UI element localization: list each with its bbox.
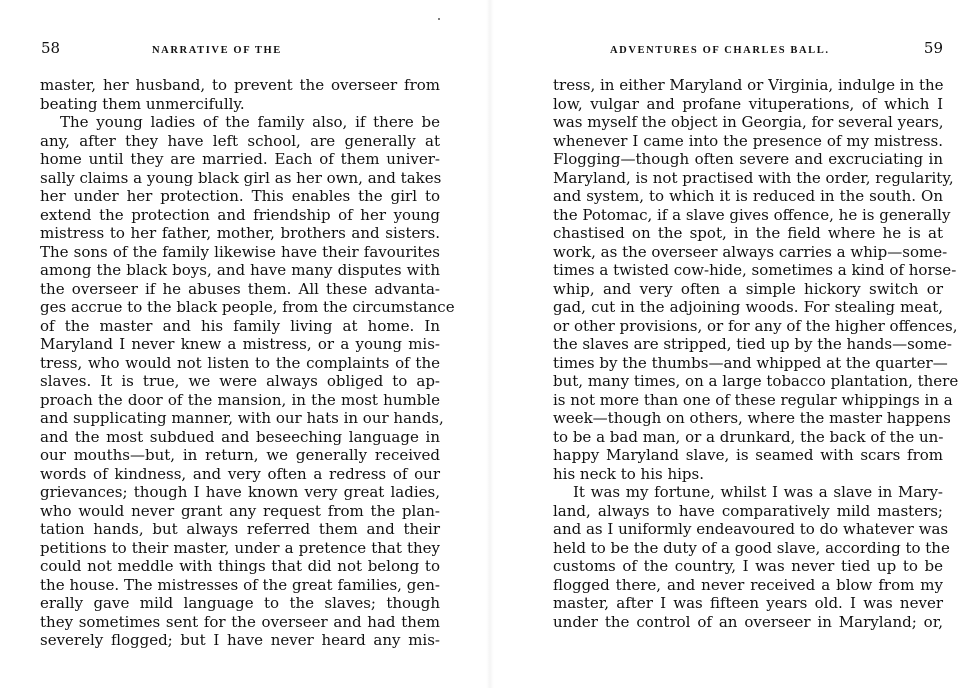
text-line: flogged there, and never received a blow from my: [553, 575, 943, 594]
text-line: home until they are married. Each of them univer-: [40, 150, 440, 168]
text-line: of the master and his family living at home. In: [40, 316, 440, 335]
left-page: [40, 0, 455, 688]
text-line: week—though on others, where the master happens: [553, 409, 951, 427]
text-line: Flogging—though often severe and excruciating in: [553, 150, 943, 168]
text-line: and system, to which it is reduced in the south. On: [553, 187, 943, 205]
text-line: under the control of an overseer in Maryland; or,: [553, 612, 943, 631]
text-line: the Potomac, if a slave gives offence, he is generally: [553, 205, 951, 224]
text-line: held to be the duty of a good slave, according to the: [553, 538, 950, 557]
text-line: Maryland I never knew a mistress, or a young mis-: [40, 335, 440, 353]
text-line: was myself the object in Georgia, for several years,: [553, 113, 944, 131]
right-page-header: [553, 36, 943, 58]
text-line: grievances; though I have known very great ladies,: [40, 483, 440, 501]
left-page-number: 58: [41, 39, 61, 57]
text-line: tress, who would not listen to the complaints of the: [40, 353, 440, 372]
text-line: tation hands, but always referred them and their: [40, 520, 440, 538]
text-line: and as I uniformly endeavoured to do whatever was: [553, 520, 949, 538]
text-line: low, vulgar and profane vituperations, of which I: [553, 94, 943, 113]
right-page-number: 59: [923, 39, 943, 57]
text-line: our mouths—but, in return, we generally received: [40, 446, 440, 464]
text-line: or other provisions, or for any of the higher offences,: [553, 316, 958, 335]
text-line: the slaves are stripped, tied up by the hands—some-: [553, 335, 953, 353]
text-line: mistress to her father, mother, brothers and sisters.: [40, 224, 440, 242]
text-line: to be a bad man, or a drunkard, the back of the un-: [553, 427, 944, 446]
text-line: any, after they have left school, are generally at: [40, 131, 440, 150]
right-running-head: ADVENTURES OF CHARLES BALL.: [610, 45, 830, 56]
text-line: who would never grant any request from the plan-: [40, 501, 440, 520]
text-line: sally claims a young black girl as her own, and takes: [40, 168, 442, 187]
text-line: land, always to have comparatively mild masters;: [553, 501, 943, 520]
text-line: master, her husband, to prevent the overseer from: [40, 76, 440, 94]
text-line: severely flogged; but I have never heard any mis-: [40, 631, 440, 649]
left-page-header: [40, 36, 440, 58]
text-line: and supplicating manner, with our hats in our hands,: [40, 409, 444, 427]
text-line: but, many times, on a large tobacco plantation, there: [553, 372, 959, 390]
text-line: whenever I came into the presence of my mistress.: [553, 131, 943, 150]
text-line: master, after I was fifteen years old. I was never: [553, 594, 943, 612]
right-page-body: [553, 76, 959, 631]
left-page-body: [40, 76, 455, 650]
text-line: and the most subdued and beseeching language in: [40, 427, 440, 446]
text-line: ges accrue to the black people, from the circumstance: [40, 298, 455, 316]
text-line: chastised on the spot, in the field where he is at: [553, 224, 943, 242]
text-line: is not more than one of these regular whippings in a: [553, 390, 953, 409]
text-line: customs of the country, I was never tied up to be: [553, 557, 943, 575]
text-line: the house. The mistresses of the great families, gen-: [40, 575, 440, 594]
text-line: petitions to their master, under a pretence that they: [40, 538, 440, 557]
text-line: happy Maryland slave, is seamed with scars from: [553, 446, 943, 464]
text-line: It was my fortune, whilst I was a slave in Mary-: [573, 483, 943, 501]
right-page: [553, 0, 959, 688]
text-line: they sometimes sent for the overseer and had them: [40, 612, 440, 631]
text-line: the overseer if he abuses them. All these advanta-: [40, 279, 440, 298]
text-line: erally gave mild language to the slaves; though: [40, 594, 440, 612]
text-line: her under her protection. This enables the girl to: [40, 187, 440, 205]
text-line: Maryland, is not practised with the order, regularity,: [553, 168, 954, 187]
left-running-head: NARRATIVE OF THE: [152, 45, 282, 56]
text-line: his neck to his hips.: [553, 464, 704, 483]
text-line: extend the protection and friendship of her young: [40, 205, 440, 224]
text-line: beating them unmercifully.: [40, 94, 245, 113]
text-line: could not meddle with things that did not belong to: [40, 557, 440, 575]
text-line: work, as the overseer always carries a whip—some-: [553, 242, 948, 261]
text-line: slaves. It is true, we were always obliged to ap-: [40, 372, 440, 390]
text-line: times a twisted cow-hide, sometimes a kind of horse-: [553, 261, 957, 279]
text-line: tress, in either Maryland or Virginia, indulge in the: [553, 76, 944, 94]
gutter: [486, 0, 494, 688]
text-line: proach the door of the mansion, in the most humble: [40, 390, 440, 409]
text-line: times by the thumbs—and whipped at the quarter—: [553, 353, 948, 372]
text-line: among the black boys, and have many disputes with: [40, 261, 440, 279]
text-line: The sons of the family likewise have their favourites: [40, 242, 440, 261]
text-line: words of kindness, and very often a redress of our: [40, 464, 440, 483]
text-line: whip, and very often a simple hickory switch or: [553, 279, 943, 298]
text-line: gad, cut in the adjoining woods. For stealing meat,: [553, 298, 943, 316]
text-line: The young ladies of the family also, if there be: [60, 113, 440, 131]
